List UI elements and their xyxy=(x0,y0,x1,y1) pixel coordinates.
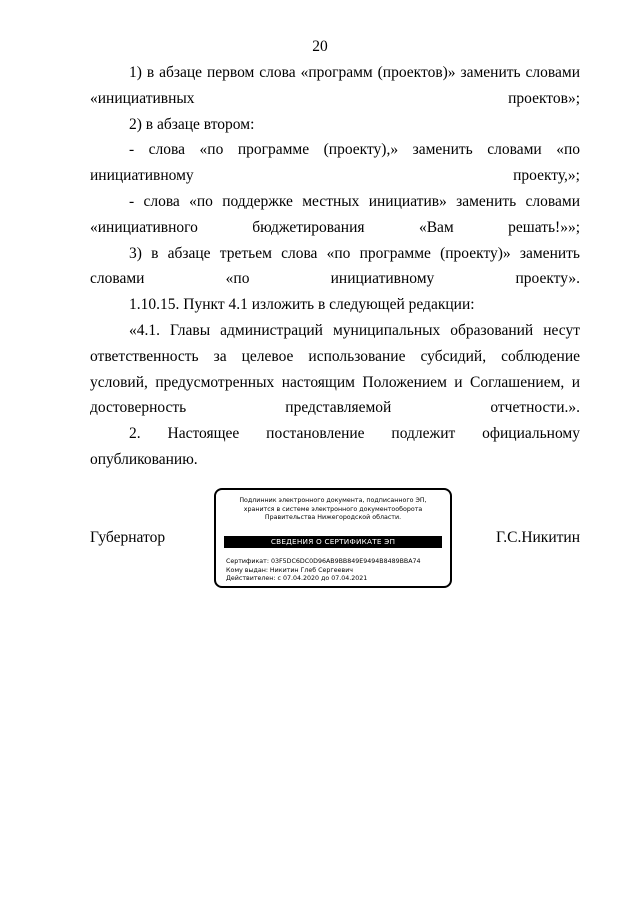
paragraph-1: 1) в абзаце первом слова «программ (проектов)» заменить словами «инициативных проектов»; xyxy=(90,64,580,107)
signatory-name: Г.С.Никитин xyxy=(496,529,580,546)
paragraph-8: 2. Настоящее постановление подлежит официальному опубликованию. xyxy=(90,425,580,468)
stamp-header-line: Правительства Нижегородской области. xyxy=(264,514,402,522)
paragraph-6: 1.10.15. Пункт 4.1 изложить в следующей редакции: xyxy=(129,296,475,314)
stamp-certificate-bar: СВЕДЕНИЯ О СЕРТИФИКАТЕ ЭП xyxy=(224,536,442,548)
signatory-title: Губернатор xyxy=(90,529,166,546)
signature-block xyxy=(90,486,580,592)
paragraph-7: «4.1. Главы администраций муниципальных образований несут ответственность за целевое использование субсидий, соблюдение условий, предусмотренных настоящим Положением и Соглашением, и достоверность представляемой отчетности.». xyxy=(90,321,580,417)
stamp-certificate-number: Сертификат: 03F5DC6DC0D96AB9BB849E9494B8489BBA74 xyxy=(226,558,421,565)
paragraph-5: 3) в абзаце третьем слова «по программе (проекту)» заменить словами «по инициативному проекту». xyxy=(90,244,580,288)
stamp-validity: Действителен: с 07.04.2020 до 07.04.2021 xyxy=(226,575,368,583)
page-number: 20 xyxy=(312,38,328,55)
paragraph-2: 2) в абзаце втором: xyxy=(129,115,255,133)
paragraph-3: - слова «по программе (проекту),» заменить словами «по инициативному проекту,»; xyxy=(90,141,580,185)
stamp-header-line: Подлинник электронного документа, подписанного ЭП, xyxy=(239,497,427,504)
stamp-issued-to: Кому выдан: Никитин Глеб Сергеевич xyxy=(226,566,354,574)
stamp-header-line: хранится в системе электронного документооборота xyxy=(243,505,423,513)
electronic-signature-stamp xyxy=(214,488,452,588)
paragraph-4: - слова «по поддержке местных инициатив» заменить словами «инициативного бюджетирования «Вам решать!»»; xyxy=(90,192,580,236)
stamp-details xyxy=(226,558,442,584)
stamp-header xyxy=(216,497,450,523)
document-body xyxy=(90,60,580,473)
